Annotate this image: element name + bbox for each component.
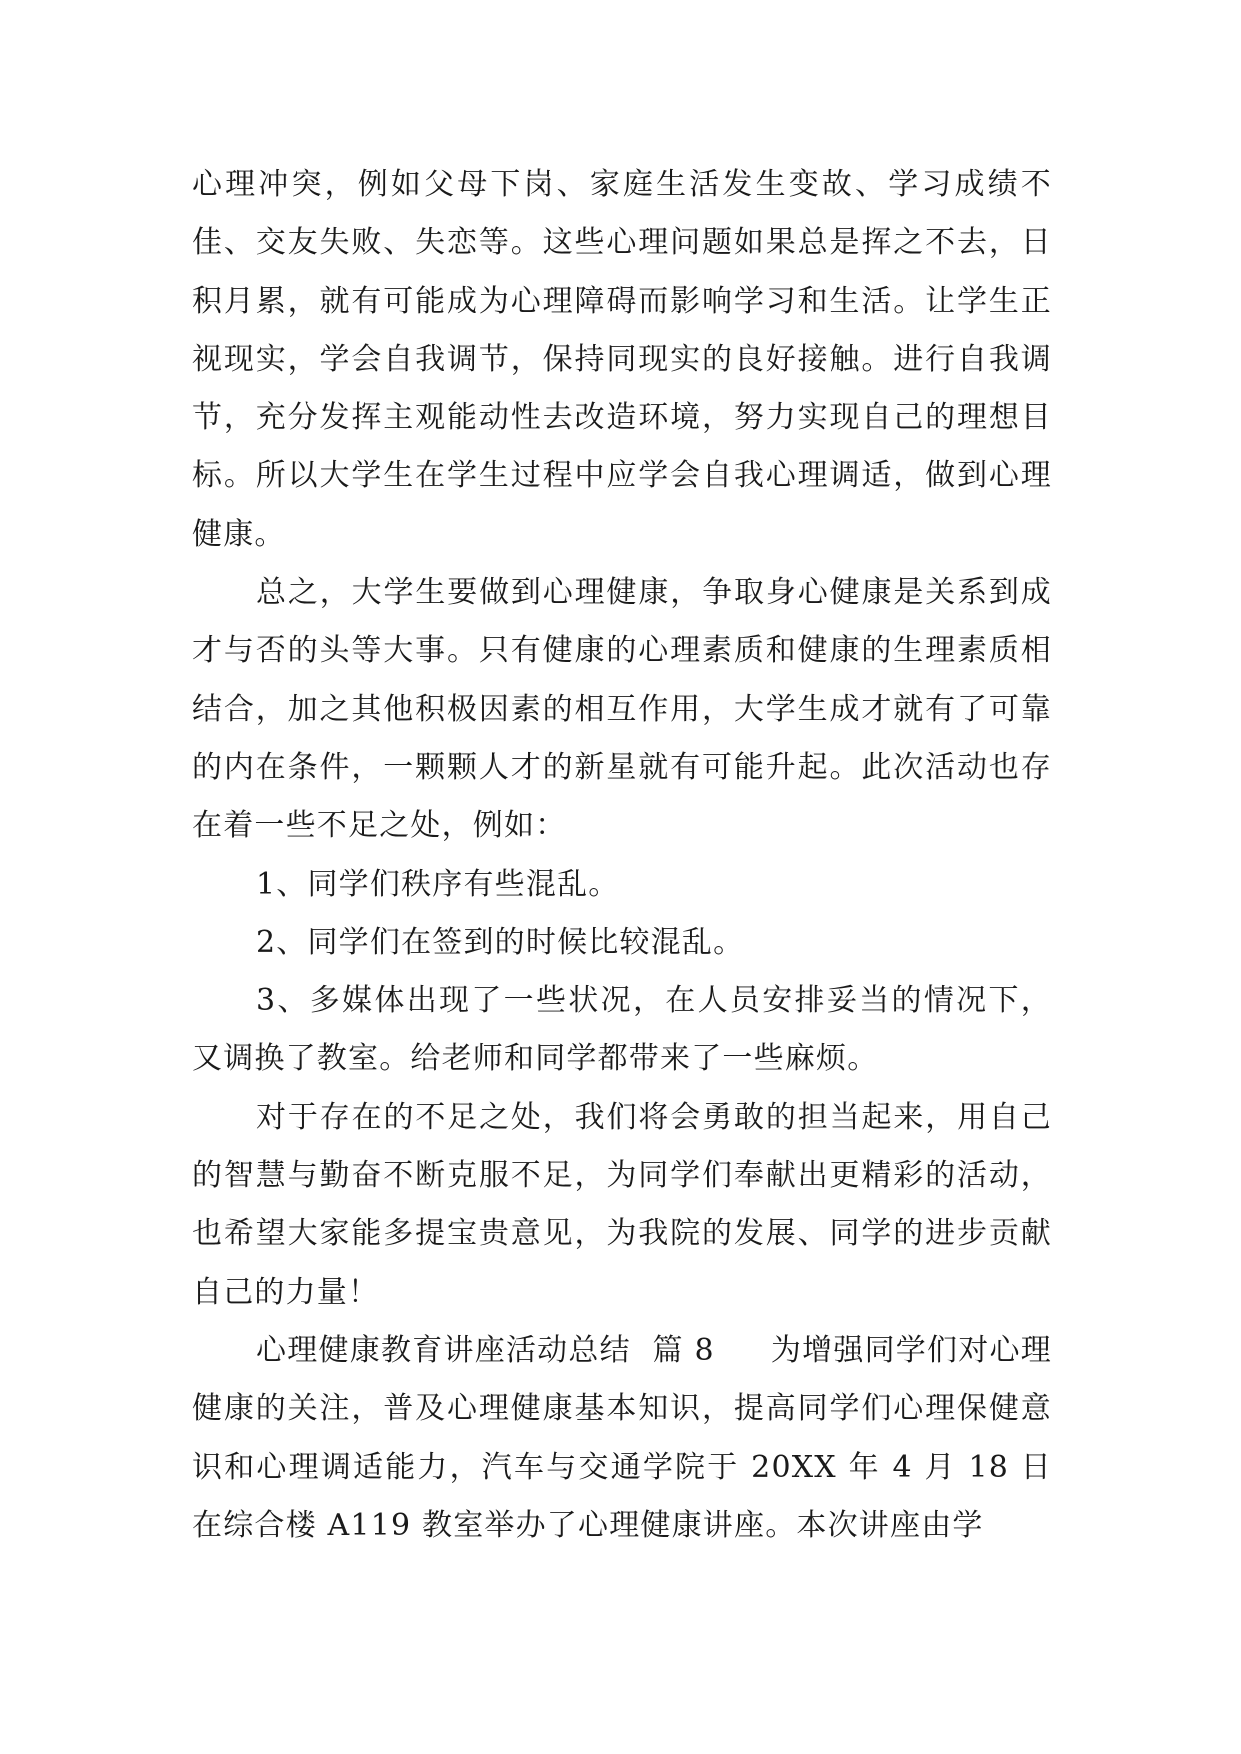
section-label: 篇 8 xyxy=(652,1332,715,1368)
list-item-2: 2、同学们在签到的时候比较混乱。 xyxy=(256,924,745,960)
section-paragraph xyxy=(192,1322,1052,1555)
section-text: 为增强同学们对心理健康的关注，普及心理健康基本知识，提高同学们心理保健意识和心理调适能力，汽车与交通学院于 20XX 年 4 月 18 日在综合楼 A119 教室举办了心理健康讲座。本次讲座由学 xyxy=(192,1332,1052,1543)
paragraph-conclusion: 对于存在的不足之处，我们将会勇敢的担当起来，用自己的智慧与勤奋不断克服不足，为同学们奉献出更精彩的活动，也希望大家能多提宝贵意见，为我院的发展、同学的进步贡献自己的力量！ xyxy=(192,1099,1052,1310)
document-body xyxy=(192,156,1052,1555)
list-item-1: 1、同学们秩序有些混乱。 xyxy=(256,866,620,902)
paragraph-1: 心理冲突，例如父母下岗、家庭生活发生变故、学习成绩不佳、交友失败、失恋等。这些心理问题如果总是挥之不去，日积月累，就有可能成为心理障碍而影响学习和生活。让学生正视现实，学会自我调节，保持同现实的良好接触。进行自我调节，充分发挥主观能动性去改造环境，努力实现自己的理想目标。所以大学生在学生过程中应学会自我心理调适，做到心理健康。 xyxy=(192,167,1052,552)
section-title: 心理健康教育讲座活动总结 xyxy=(256,1332,631,1368)
paragraph-2: 总之，大学生要做到心理健康，争取身心健康是关系到成才与否的头等大事。只有健康的心理素质和健康的生理素质相结合，加之其他积极因素的相互作用，大学生成才就有了可靠的内在条件，一颗颗人才的新星就有可能升起。此次活动也存在着一些不足之处，例如： xyxy=(192,575,1052,844)
list-item-3: 3、多媒体出现了一些状况，在人员安排妥当的情况下，又调换了教室。给老师和同学都带来了一些麻烦。 xyxy=(192,983,1052,1077)
